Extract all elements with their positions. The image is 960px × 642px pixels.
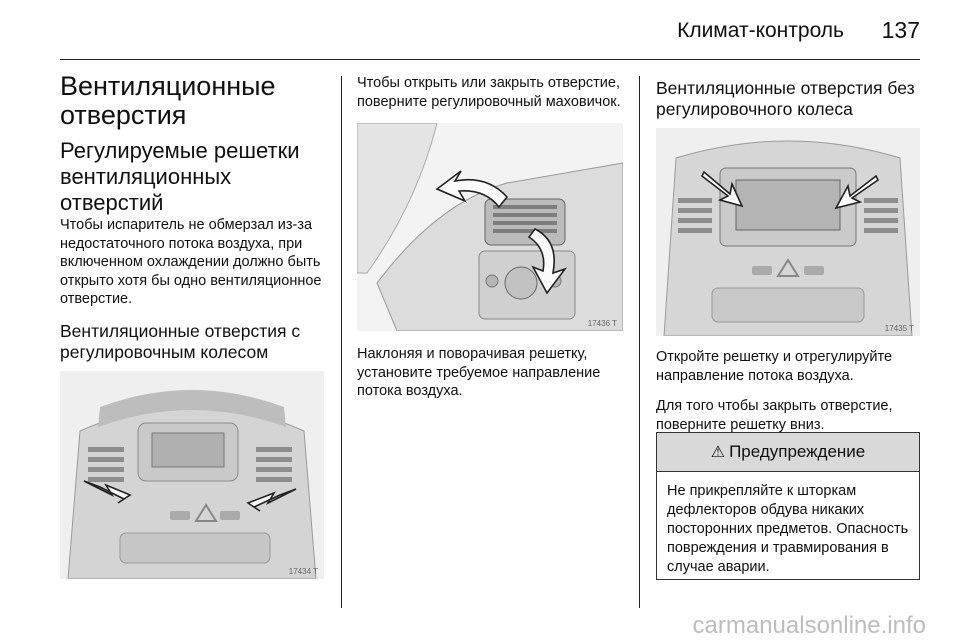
warning-box (656, 432, 920, 580)
warning-header (657, 433, 919, 472)
wheel-vents-heading: Вентиляционные отверстия с регулировочным колесом (60, 320, 301, 362)
close-instruction: Для того чтобы закрыть отверстие, поверните решетку вниз. (656, 398, 893, 433)
section-title: Вентиляционные отверстия (60, 71, 276, 130)
warning-text: Не прикрепляйте к шторкам дефлекторов обдува никаких посторонних предметов. Опасность повреждения и травмирования в случае аварии. (667, 483, 909, 575)
chapter-title: Климат-контроль (677, 19, 844, 42)
figure-vents-without-wheel (656, 128, 920, 336)
dashboard-illustration (60, 371, 324, 579)
dashboard-center-illustration (656, 128, 920, 336)
figure-id: 17436 T (587, 319, 617, 328)
figure-id: 17434 T (288, 566, 318, 576)
adjust-instruction: Наклоняя и поворачивая решетку, установите требуемое направление потока воздуха. (357, 346, 601, 399)
watermark: carmanualsonline.info (692, 612, 926, 639)
subsection-title: Регулируемые решетки вентиляционных отверстий (60, 138, 300, 215)
column-divider-1 (341, 76, 342, 608)
no-wheel-vents-heading: Вентиляционные отверстия без регулировочного колеса (656, 78, 915, 119)
page-header (60, 0, 920, 60)
figure-id: 17435 T (884, 324, 914, 333)
page-number: 137 (881, 17, 920, 43)
warning-title: Предупреждение (729, 442, 866, 461)
intro-paragraph: Чтобы испаритель не обмерзал из-за недостаточного потока воздуха, при включенном охлаждении должно быть открыто хотя бы одно вентиляционное отверстие. (60, 217, 322, 307)
vent-closeup-illustration (357, 123, 623, 331)
wheel-instruction: Чтобы открыть или закрыть отверстие, поверните регулировочный маховичок. (357, 75, 621, 110)
warning-triangle-icon: ⚠ (710, 444, 726, 461)
figure-vents-with-wheel (60, 371, 324, 579)
column-divider-2 (639, 76, 640, 608)
open-instruction: Откройте решетку и отрегулируйте направление потока воздуха. (656, 349, 893, 384)
figure-vent-adjust (357, 123, 623, 331)
column-3 (656, 78, 920, 446)
column-1 (60, 72, 324, 579)
column-2 (357, 74, 623, 413)
header-divider (60, 59, 920, 60)
